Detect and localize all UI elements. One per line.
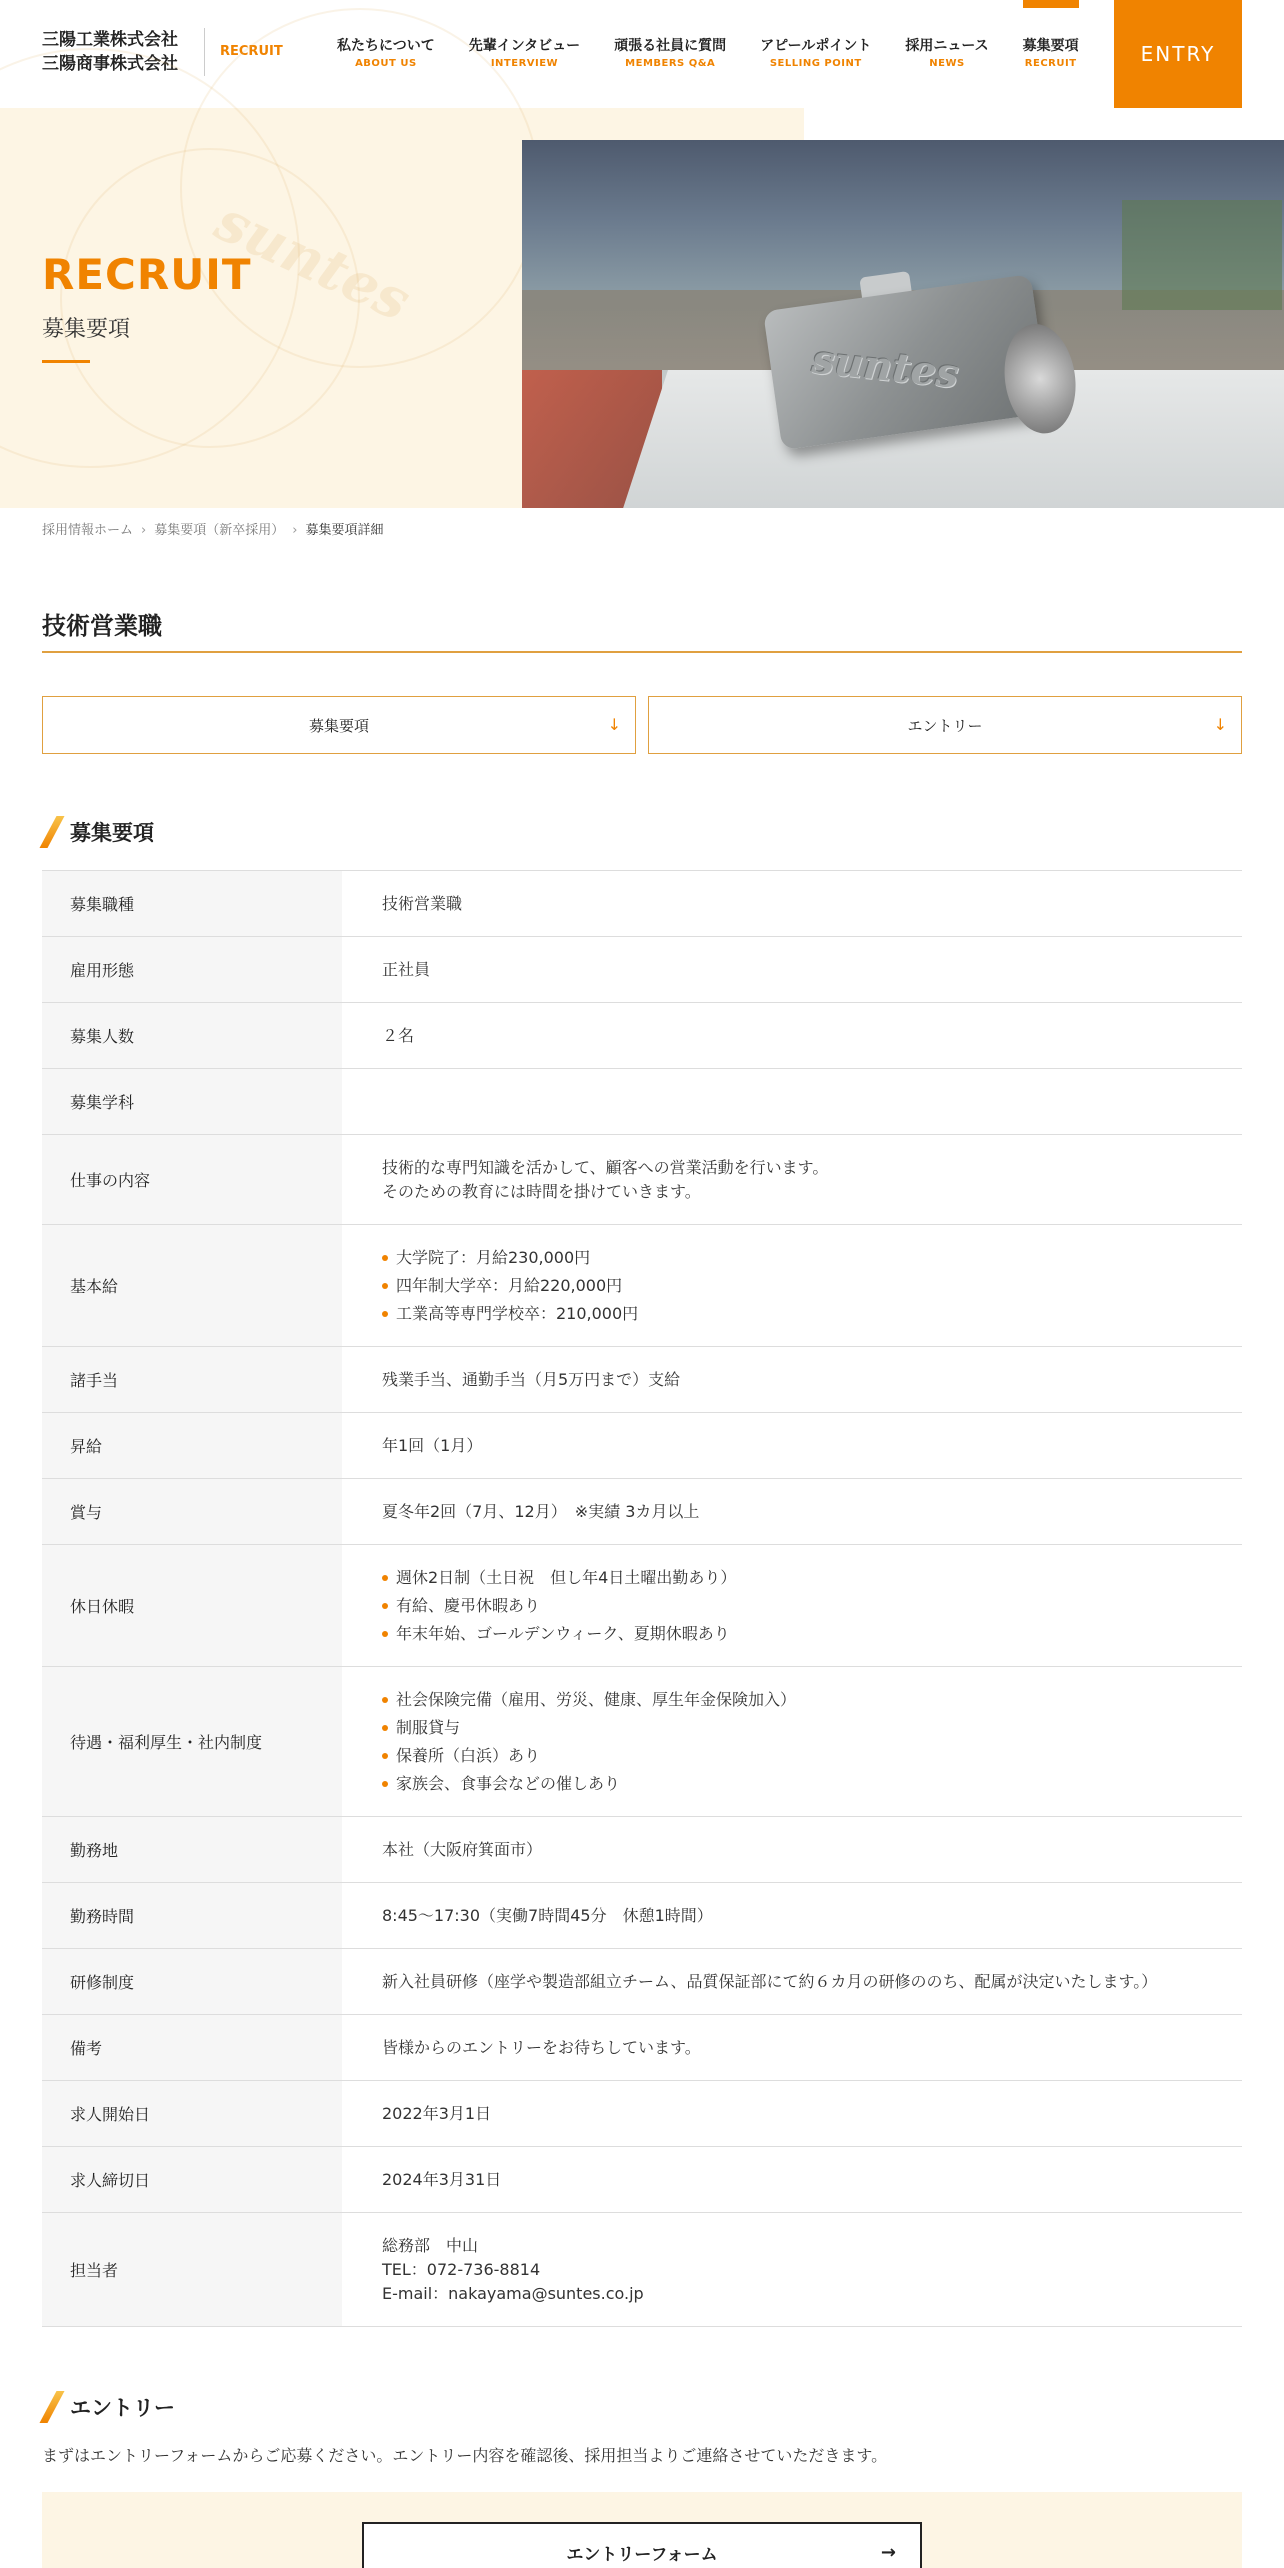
row-label: 勤務地 <box>42 1817 342 1883</box>
row-label: 求人締切日 <box>42 2147 342 2213</box>
nav-selling-point[interactable] <box>743 0 888 108</box>
table-row <box>42 2015 1242 2081</box>
nav-recruit[interactable] <box>1006 0 1096 108</box>
arrow-down-icon: ↓ <box>1213 715 1227 734</box>
breadcrumb-recruit-list[interactable]: 募集要項（新卒採用） <box>154 523 285 538</box>
anchor-label: 募集要項 <box>308 716 369 735</box>
table-row <box>42 1069 1242 1135</box>
chevron-right-icon: › <box>292 523 298 538</box>
entry-box <box>42 2492 1242 2568</box>
row-value <box>342 1667 1242 1817</box>
list-item: 年末年始、ゴールデンウィーク、夏期休暇あり <box>382 1620 1202 1648</box>
row-value <box>342 1069 1242 1135</box>
nav-members-qa[interactable] <box>597 0 743 108</box>
row-value <box>342 2147 1242 2213</box>
row-value <box>342 1225 1242 1347</box>
list-item: 社会保険完備（雇用、労災、健康、厚生年金保険加入） <box>382 1686 1202 1714</box>
company-name-2: 三陽商事株式会社 <box>42 54 178 74</box>
row-label: 担当者 <box>42 2213 342 2327</box>
bullet-list <box>382 1686 1202 1798</box>
row-value <box>342 1347 1242 1413</box>
row-label: 賞与 <box>42 1479 342 1545</box>
list-item: 大学院了：月給230,000円 <box>382 1244 1202 1272</box>
arrow-right-icon: → <box>880 2542 896 2563</box>
table-row <box>42 1667 1242 1817</box>
nav-label: 私たちについて <box>337 38 435 54</box>
value-line: 残業手当、通勤手当（月5万円まで）支給 <box>382 1369 681 1389</box>
slash-accent-icon <box>42 2391 58 2423</box>
row-value <box>342 937 1242 1003</box>
list-item: 制服貸与 <box>382 1714 1202 1742</box>
nav-label: 募集要項 <box>1022 38 1079 54</box>
row-label: 求人開始日 <box>42 2081 342 2147</box>
hero-photo-caster <box>522 140 1284 508</box>
table-row <box>42 1003 1242 1069</box>
nav-sublabel: MEMBERS Q&A <box>625 58 716 69</box>
hero <box>0 108 1284 508</box>
list-item: 家族会、食事会などの催しあり <box>382 1770 1202 1798</box>
value-line: 夏冬年2回（7月、12月） ※実績 3カ月以上 <box>382 1501 700 1521</box>
nav-news[interactable] <box>888 0 1005 108</box>
slash-accent-icon <box>42 816 58 848</box>
table-row <box>42 937 1242 1003</box>
value-line: 技術営業職 <box>382 893 463 913</box>
value-line[interactable]: E-mail：nakayama@suntes.co.jp <box>382 2283 644 2303</box>
recruit-tag: RECRUIT <box>220 44 283 59</box>
table-row <box>42 1135 1242 1225</box>
nav-label: 頑張る社員に質問 <box>614 38 727 54</box>
value-line: TEL：072-736-8814 <box>382 2259 541 2279</box>
table-row <box>42 2213 1242 2327</box>
list-item: 四年制大学卒：月給220,000円 <box>382 1272 1202 1300</box>
value-line: そのための教育には時間を掛けていきます。 <box>382 1181 701 1201</box>
hero-watermark-logo: suntes <box>205 187 421 335</box>
company-name-1: 三陽工業株式会社 <box>42 30 178 50</box>
table-row <box>42 2081 1242 2147</box>
section-title: エントリー <box>70 2396 175 2420</box>
entry-form-label: エントリーフォーム <box>566 2544 718 2565</box>
nav-label: 採用ニュース <box>905 38 989 54</box>
hero-subtitle: 募集要項 <box>42 317 131 342</box>
row-label: 休日休暇 <box>42 1545 342 1667</box>
anchor-requirements-button[interactable] <box>42 696 636 754</box>
nav-label: アピールポイント <box>760 38 872 54</box>
breadcrumb-home[interactable]: 採用情報ホーム <box>42 523 134 538</box>
table-row <box>42 1347 1242 1413</box>
row-label: 昇給 <box>42 1413 342 1479</box>
page-title: 技術営業職 <box>42 612 162 640</box>
hero-title: RECRUIT <box>42 250 252 299</box>
anchor-entry-button[interactable] <box>648 696 1242 754</box>
arrow-down-icon: ↓ <box>607 715 621 734</box>
bullet-list <box>382 1564 1202 1648</box>
list-item: 保養所（白浜）あり <box>382 1742 1202 1770</box>
table-row <box>42 1949 1242 2015</box>
value-line: 正社員 <box>382 959 431 979</box>
table-row <box>42 871 1242 937</box>
row-value <box>342 1413 1242 1479</box>
row-label: 待遇・福利厚生・社内制度 <box>42 1667 342 1817</box>
list-item: 工業高等専門学校卒：210,000円 <box>382 1300 1202 1328</box>
row-value <box>342 1883 1242 1949</box>
bullet-list <box>382 1244 1202 1328</box>
row-value <box>342 2081 1242 2147</box>
row-label: 勤務時間 <box>42 1883 342 1949</box>
row-label: 基本給 <box>42 1225 342 1347</box>
table-row <box>42 1817 1242 1883</box>
nav-label: 先輩インタビュー <box>468 38 581 54</box>
value-line: 2022年3月1日 <box>382 2103 492 2123</box>
row-label: 仕事の内容 <box>42 1135 342 1225</box>
nav-sublabel: SELLING POINT <box>769 58 862 69</box>
value-line: 技術的な専門知識を活かして、顧客への営業活動を行います。 <box>382 1157 829 1177</box>
caster-brand-mark: suntes <box>809 335 962 398</box>
nav-sublabel: NEWS <box>929 58 965 69</box>
breadcrumb-current: 募集要項詳細 <box>305 523 384 538</box>
row-value <box>342 2015 1242 2081</box>
value-line: 8:45～17:30（実働7時間45分 休憩1時間） <box>382 1905 713 1925</box>
nav-sublabel: ABOUT US <box>355 58 417 69</box>
row-value <box>342 1817 1242 1883</box>
photo-machine <box>1122 200 1282 310</box>
row-label: 諸手当 <box>42 1347 342 1413</box>
value-line: 本社（大阪府箕面市） <box>382 1839 543 1859</box>
value-line: 年1回（1月） <box>382 1435 483 1455</box>
entry-form-button[interactable] <box>362 2522 922 2568</box>
value-line: 2024年3月31日 <box>382 2169 502 2189</box>
row-label: 雇用形態 <box>42 937 342 1003</box>
table-row <box>42 1413 1242 1479</box>
row-value <box>342 1003 1242 1069</box>
value-line: ２名 <box>382 1025 415 1045</box>
row-value <box>342 1479 1242 1545</box>
row-value <box>342 1545 1242 1667</box>
chevron-right-icon: › <box>141 523 147 538</box>
anchor-label: エントリー <box>907 716 983 735</box>
hero-underline <box>42 360 90 363</box>
value-line: 総務部 中山 <box>382 2235 479 2255</box>
entry-description: まずはエントリーフォームからご応募ください。エントリー内容を確認後、採用担当よりご連絡させていただきます。 <box>42 2446 888 2465</box>
row-label: 研修制度 <box>42 1949 342 2015</box>
logo-divider <box>204 28 205 76</box>
table-row <box>42 1479 1242 1545</box>
row-label: 募集人数 <box>42 1003 342 1069</box>
header-entry-button[interactable]: ENTRY <box>1114 0 1242 108</box>
list-item: 週休2日制（土日祝 但し年4日土曜出勤あり） <box>382 1564 1202 1592</box>
table-row <box>42 1545 1242 1667</box>
requirements-table <box>42 870 1242 2327</box>
row-label: 募集職種 <box>42 871 342 937</box>
row-value <box>342 2213 1242 2327</box>
breadcrumb <box>42 522 383 540</box>
row-label: 備考 <box>42 2015 342 2081</box>
table-row <box>42 2147 1242 2213</box>
row-value <box>342 1135 1242 1225</box>
row-value <box>342 1949 1242 2015</box>
nav-sublabel: RECRUIT <box>1024 58 1077 69</box>
title-divider <box>42 651 1242 653</box>
table-row <box>42 1225 1242 1347</box>
table-row <box>42 1883 1242 1949</box>
value-line: 新入社員研修（座学や製造部組立チーム、品質保証部にて約６カ月の研修ののち、配属が決定いたします。） <box>382 1971 1158 1991</box>
nav-sublabel: INTERVIEW <box>490 58 559 69</box>
row-value <box>342 871 1242 937</box>
entry-heading <box>42 2391 175 2423</box>
requirements-heading <box>42 816 154 848</box>
value-line: 皆様からのエントリーをお待ちしています。 <box>382 2037 701 2057</box>
row-label: 募集学科 <box>42 1069 342 1135</box>
section-title: 募集要項 <box>70 821 154 845</box>
list-item: 有給、慶弔休暇あり <box>382 1592 1202 1620</box>
